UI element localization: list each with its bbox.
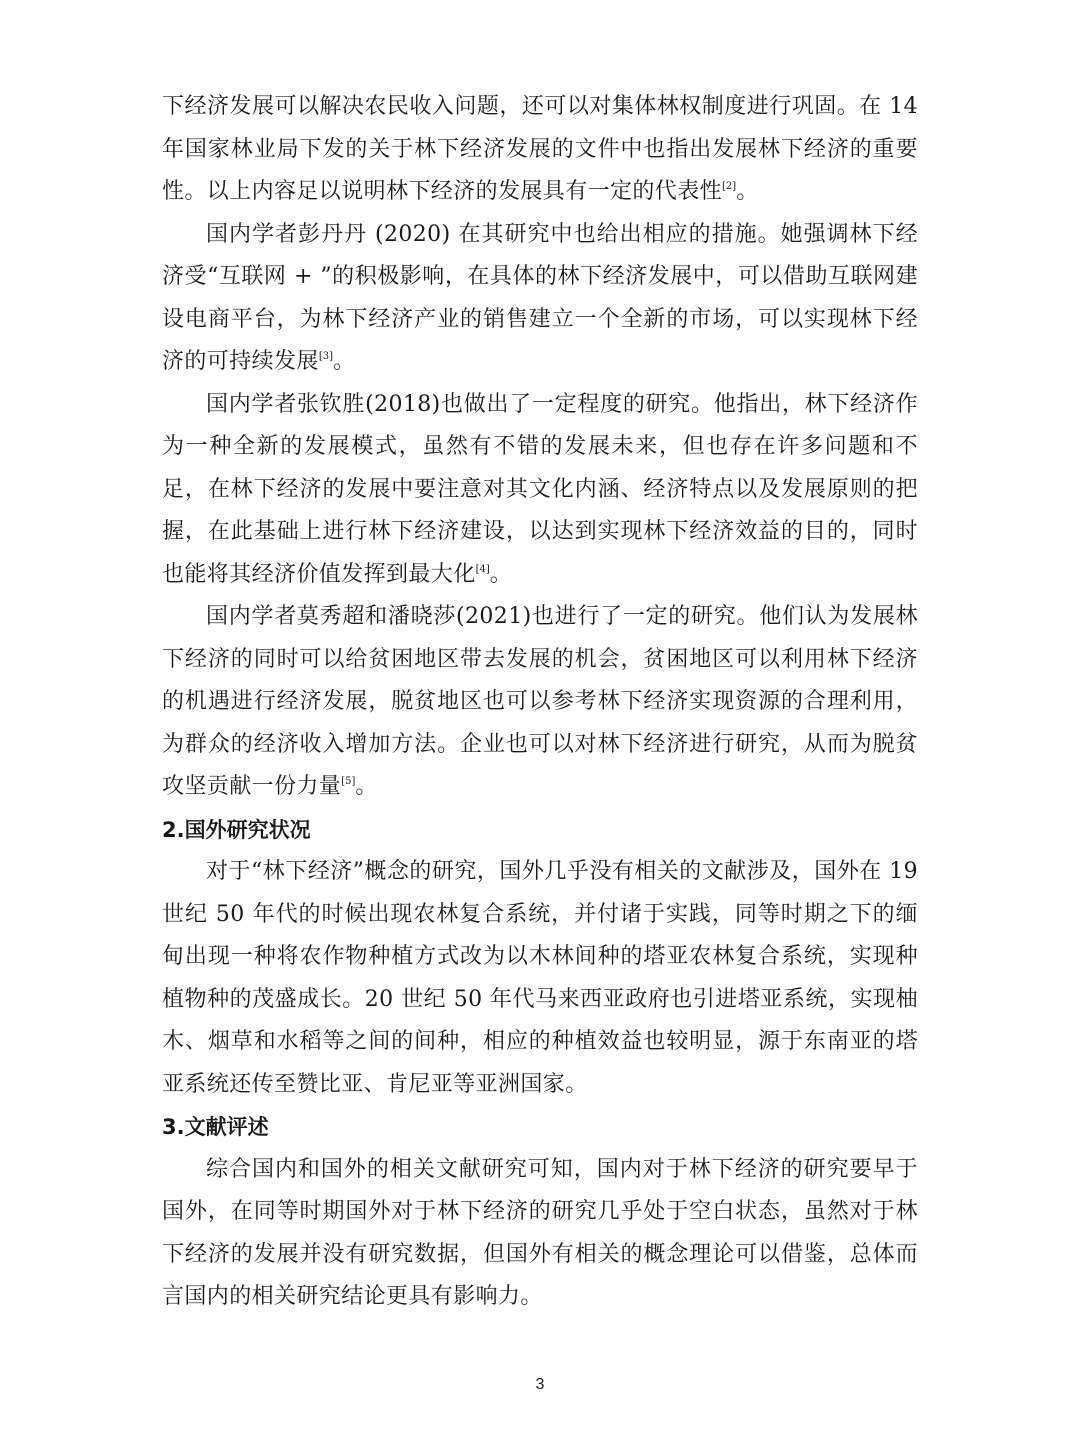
page-number: 3 bbox=[535, 1376, 545, 1393]
paragraph-text: 国内学者张钦胜(2018)也做出了一定程度的研究。他指出，林下经济作为一种全新的发展模式，虽然有不错的发展未来，但也存在许多问题和不足，在林下经济的发展中要注意对其文化内涵、经济特点以及发展原则的把握，在此基础上进行林下经济建设，以达到实现林下经济效益的目的，同时也能将其经济价值发挥到最大化 bbox=[162, 391, 918, 587]
citation-ref-3: [3] bbox=[318, 351, 333, 362]
paragraph-zhang-qinsheng bbox=[162, 384, 918, 597]
paragraph-literature-review: 综合国内和国外的相关文献研究可知，国内对于林下经济的研究要早于国外，在同等时期国外对于林下经济的研究几乎处于空白状态，虽然对于林下经济的发展并没有研究数据，但国外有相关的概念理论可以借鉴，总体而言国内的相关研究结论更具有影响力。 bbox=[162, 1156, 918, 1309]
paragraph-tail: 。 bbox=[489, 561, 513, 587]
paragraph-mo-xiuchao bbox=[162, 596, 918, 809]
paragraph-text: 国内学者莫秀超和潘晓莎(2021)也进行了一定的研究。他们认为发展林下经济的同时可以给贫困地区带去发展的机会，贫困地区可以利用林下经济的机遇进行经济发展，脱贫地区也可以参考林下经济实现资源的合理利用，为群众的经济收入增加方法。企业也可以对林下经济进行研究，从而为脱贫攻坚贡献一份力量 bbox=[162, 604, 918, 799]
citation-ref-5: [5] bbox=[341, 776, 356, 787]
paragraph-foreign-research: 对于“林下经济”概念的研究，国外几乎没有相关的文献涉及，国外在 19 世纪 50 年代的时候出现农林复合系统，并付诸于实践，同等时期之下的缅甸出现一种将农作物种植方式改为以木林间种的塔亚农林复合系统，实现种植物种的茂盛成长。20 世纪 50 年代马来西亚政府也引进塔亚系统，实现柚木、烟草和水稻等之间的间种，相应的种植效益也较明显，源于东南亚的塔亚系统还传至赞比亚、肯尼亚等亚洲国家。 bbox=[162, 859, 918, 1097]
citation-ref-2: [2] bbox=[722, 181, 737, 192]
paragraph-tail: 。 bbox=[332, 349, 356, 374]
paragraph-tail: 。 bbox=[736, 179, 759, 204]
paragraph-peng-dandan bbox=[162, 214, 918, 384]
paragraph-tail: 。 bbox=[355, 774, 378, 799]
section-heading-literature-review: 3.文献评述 bbox=[162, 1115, 269, 1139]
section-heading-foreign-research: 2.国外研究状况 bbox=[162, 817, 311, 842]
paragraph-continuation bbox=[162, 86, 918, 214]
citation-ref-4: [4] bbox=[475, 563, 490, 575]
paragraph-text: 国内学者彭丹丹 (2020) 在其研究中也给出相应的措施。她强调林下经济受“互联网 + ”的积极影响，在具体的林下经济发展中，可以借助互联网建设电商平台，为林下经济产业的销售建立一个全新的市场，可以实现林下经济的可持续发展 bbox=[162, 221, 918, 374]
body-text bbox=[162, 86, 918, 1319]
paragraph-text: 下经济发展可以解决农民收入问题，还可以对集体林权制度进行巩固。在 14 年国家林业局下发的关于林下经济发展的文件中也指出发展林下经济的重要性。以上内容足以说明林下经济的发展具有一定的代表性 bbox=[162, 94, 918, 204]
